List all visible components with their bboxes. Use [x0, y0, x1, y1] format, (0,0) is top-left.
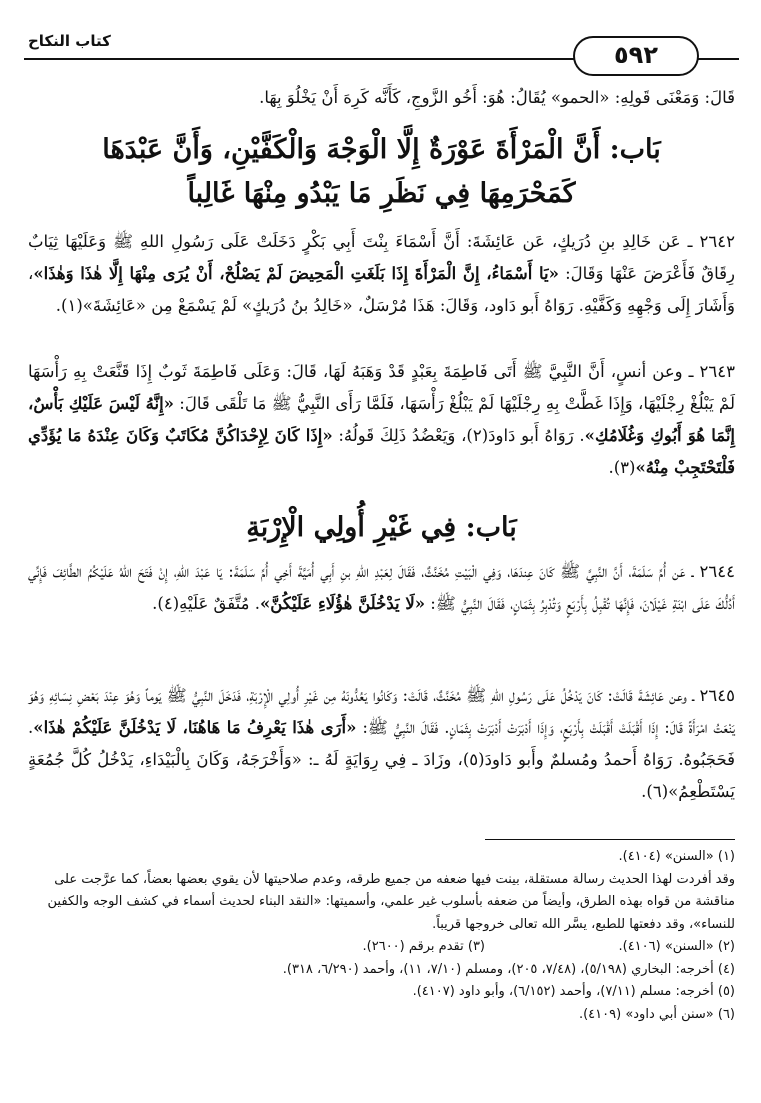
- hadith-2644-quote: «لَا يَدْخُلَنَّ هٰؤُلَاءِ عَلَيْكُنَّ»: [259, 594, 426, 613]
- hadith-2644-source: . مُتَّفَقٌ عَلَيْهِ(٤).: [152, 594, 260, 613]
- hadith-2643-quote-2: «إِذَا كَانَ لِإِحْدَاكُنَّ مُكَاتَبٌ وَكَانَ عِنْدَهُ مَا يُؤَدِّي فَلْتَحْتَجِبْ مِنْهُ»: [28, 426, 735, 477]
- chapter-heading-1: [28, 128, 735, 216]
- hadith-2645: [28, 680, 735, 808]
- footnote-1: (١) «السنن» (٤١٠٤).: [618, 849, 735, 864]
- hadith-2643-text: ٢٦٤٣ ـ وعن أنسٍ، أَنَّ النَّبِيَّ ﷺ أَتَى فَاطِمَةَ بِعَبْدٍ قَدْ وَهَبَهُ لَهَا، قَالَ: وَعَلَى فَاطِمَةَ ثَوبٌ إِذَا قَنَّعَتْ بِهِ رَأْسَهَا لَمْ يَبْلُغْ رِجْلَيْهَا، وَإِذَا غَطَّتْ بِهِ رِجْلَيْهَا لَمْ يَبْلُغْ رَأْسَهَا، فَلَمَّا رَأَى النَّبِيُّ ﷺ مَا تَلْقَى قَالَ:: [28, 362, 735, 413]
- hadith-2645-quote: «أَرَى هٰذَا يَعْرِفُ مَا هَاهُنَا، لَا يَدْخُلَنَّ عَلَيْكُمْ هٰذَا»: [33, 718, 357, 737]
- footnote-3: (٣) تقدم برقم (٢٦٠٠).: [362, 939, 485, 954]
- page-header: [24, 30, 739, 70]
- hadith-2645-text: ٢٦٤٥ ـ وعن عَائِشَةَ قَالَتْ: كَانَ يَدْخُلُ عَلَى رَسُولِ اللهِ ﷺ مُخَنَّثٌ، قَالَتْ: وَكَانُوا يَعُدُّونَهُ مِن غَيْرِ أُولِي الْإِرْبَةِ، فَدَخَلَ النَّبِيُّ ﷺ يَوماً وَهُوَ عِنْدَ بَعْضِ نِسَائِهِ وَهُوَ يَنْعَتُ امْرَأَةً قَالَ: إِذَا أَقْبَلَتْ أَقْبَلَتْ بِأَرْبَعٍ، وَإِذَا أَدْبَرَتْ أَدْبَرَتْ بِثَمَانٍ. فَقَالَ النَّبِيُّ ﷺ:: [28, 686, 735, 737]
- hadith-2642-quote: «يَا أَسْمَاءُ، إِنَّ الْمَرْأَةَ إِذَا بَلَغَتِ الْمَحِيضَ لَمْ يَصْلُحْ، أَنْ يُرَى مِنْهَا إِلَّا هٰذَا وَهٰذَا»: [33, 264, 559, 283]
- footnote-1-note: وقد أفردت لهذا الحديث رسالة مستقلة، بينت فيها ضعفه من جميع طرقه، وعدم صلاحيتها لأن يقوي بعضها بعضاً، كما عرَّجت على مناقشة من قواه بهذه الطرق، وأيضاً من ضعفه بأسلوب غير علمي، وأسميتها: «النقد البناء لحديث أسماء في كشف الوجه والكفين للنساء»، وقد دفعتها للطبع، يسَّر الله تعالى خروجها قريباً.: [47, 871, 735, 932]
- hadith-2643: [28, 356, 735, 484]
- hadith-2643-source: . رَوَاهُ أَبو دَاودَ(٢)، وَيَعْضُدُ ذَلِكَ قَولُهُ:: [332, 426, 585, 445]
- hadith-2642-text: ٢٦٤٢ ـ عَن خَالِدِ بنِ دُرَيكٍ، عَن عَائِشَةَ: أَنَّ أَسْمَاءَ بِنْتَ أَبِي بَكْرٍ دَخَلَتْ عَلَى رَسُولِ اللهِ ﷺ وَعَلَيْهَا ثِيَابٌ رِقَاقٌ فَأَعْرَضَ عَنْهَا وَقَالَ:: [28, 232, 735, 283]
- footnote-2: (٢) «السنن» (٤١٠٦).: [618, 939, 735, 954]
- hadith-2644-text: ٢٦٤٤ ـ عَن أُمِّ سَلَمَةَ، أَنَّ النَّبِيَّ ﷺ كَانَ عِندَهَا، وَفِي الْبَيْتِ مُخَنَّثٌ، فَقَالَ لِعَبْدِ اللهِ بنِ أَبِي أُمَيَّةَ أَخِي أُمِّ سَلَمَةَ: يَا عَبْدَ اللهِ، إِنْ فَتَحَ اللهُ عَلَيْكُمُ الطَّائِفَ فَإِنِّي أَدُلُّكَ عَلَى ابْنَةِ غَيْلَانَ، فَإِنَّهَا تُقْبِلُ بِأَرْبَعٍ وَتُدْبِرُ بِثَمَانٍ، فَقَالَ النَّبِيُّ ﷺ:: [28, 562, 735, 613]
- hadith-2643-quote: «إِنَّهُ لَيْسَ عَلَيْكِ بَأْسٌ، إِنَّمَا هُوَ أَبُوكِ وَغُلَامُكِ»: [28, 394, 736, 445]
- footnote-separator: [485, 839, 735, 840]
- page-number: ٥٩٢: [573, 36, 699, 76]
- footnote-4: (٤) أخرجه: البخاري (٥/١٩٨)، (٧/٤٨، ٢٠٥)، ومسلم (٧/١٠، ١١)، وأحمد (٦/٢٩٠، ٣١٨).: [282, 961, 735, 977]
- chapter-heading-line-1: بَاب: أَنَّ الْمَرْأَةَ عَوْرَةٌ إِلَّا الْوَجْهَ وَالْكَفَّيْنِ، وَأَنَّ عَبْدَهَا: [102, 134, 661, 165]
- hadith-2644: [28, 556, 735, 620]
- chapter-heading-2: بَاب: فِي غَيْرِ أُولِي الْإِرْبَةِ: [246, 512, 517, 543]
- book-title: كتاب النكاح: [28, 32, 111, 50]
- footnote-6: (٦) «سنن أبي داود» (٤١٠٩).: [578, 1006, 735, 1022]
- intro-paragraph: قَالَ: وَمَعْنَى قَولِهِ: «الحمو» يُقَالُ: هُوَ: أَخُو الزَّوجِ، كَأَنَّه كَرِهَ أَنْ يَخْلُوَ بِهَا.: [259, 88, 735, 107]
- chapter-heading-line-2: كَمَحْرَمِهَا فِي نَظَرِ مَا يَبْدُو مِنْهَا غَالِباً: [187, 178, 576, 209]
- hadith-2645-source: . فَحَجَبُوهُ. رَوَاهُ أَحمدُ ومُسلمٌ وأَبو دَاودَ(٥)، وزَادَ ـ فِي رِوَايَةٍ لَهُ ـ: «وَأَخْرَجَهُ، وَكَانَ بِالْبَيْدَاءِ، يَدْخُلُ كُلَّ جُمُعَةٍ يَسْتَطْعِمُ»(٦).: [28, 718, 735, 801]
- hadith-2643-footnote-ref: (٣).: [608, 458, 636, 477]
- footnotes: [28, 846, 735, 1026]
- hadith-2642: [28, 226, 735, 322]
- footnote-5: (٥) أخرجه: مسلم (٧/١١)، وأحمد (٦/١٥٢)، وأبو داود (٤١٠٧).: [412, 984, 735, 999]
- footnote-row-2-3: [28, 936, 735, 959]
- hadith-2642-source: ، وَأَشَارَ إِلَى وَجْهِهِ وَكَفَّيْهِ. رَوَاهُ أَبو دَاود، وَقَالَ: هَذَا مُرْسَلٌ، «خَالِدُ بنُ دُرَيكٍ» لَمْ يَسْمَعْ مِن «عَائِشَةَ»(١).: [28, 264, 735, 315]
